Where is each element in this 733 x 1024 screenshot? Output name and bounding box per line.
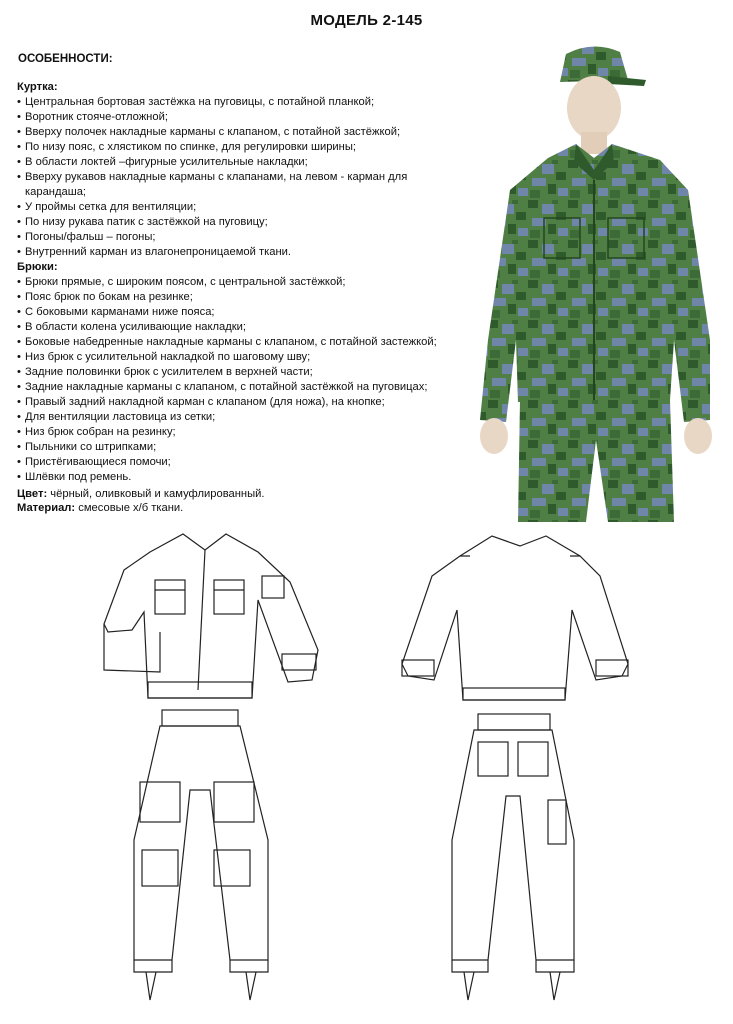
list-item: • Шлёвки под ремень. bbox=[17, 470, 467, 485]
list-item: • По низу пояс, с хлястиком по спинке, для регулировки ширины; bbox=[17, 140, 467, 155]
material-line bbox=[17, 501, 265, 515]
list-item: • В области колена усиливающие накладки; bbox=[17, 320, 467, 335]
list-item: • Пыльники со штрипками; bbox=[17, 440, 467, 455]
list-item: • Пояс брюк по бокам на резинке; bbox=[17, 290, 467, 305]
jacket-features bbox=[17, 95, 467, 260]
technical-drawings bbox=[0, 520, 733, 1024]
list-item: • Пристёгивающиеся помочи; bbox=[17, 455, 467, 470]
list-item: • С боковыми карманами ниже пояса; bbox=[17, 305, 467, 320]
list-item: • Погоны/фальш – погоны; bbox=[17, 230, 467, 245]
pants-heading: Брюки: bbox=[17, 261, 58, 273]
list-item: • Правый задний накладной карман с клапаном (для ножа), на кнопке; bbox=[17, 395, 467, 410]
material-label: Материал: bbox=[17, 502, 76, 514]
jacket-back-sketch bbox=[402, 536, 628, 700]
list-item: • Воротник стояче-отложной; bbox=[17, 110, 467, 125]
jacket-heading: Куртка: bbox=[17, 81, 58, 93]
list-item: • Низ брюк собран на резинку; bbox=[17, 425, 467, 440]
trousers-front-sketch bbox=[134, 710, 268, 1000]
list-item: • Задние половинки брюк с усилителем в верхней части; bbox=[17, 365, 467, 380]
material-value: смесовые х/б ткани. bbox=[75, 502, 184, 514]
features-heading: ОСОБЕННОСТИ: bbox=[18, 53, 113, 65]
list-item: • По низу рукава патик с застёжкой на пуговицу; bbox=[17, 215, 467, 230]
list-item: • Внутренний карман из влагонепроницаемой ткани. bbox=[17, 245, 467, 260]
list-item: • Низ брюк с усилительной накладкой по шаговому шву; bbox=[17, 350, 467, 365]
fabric-info bbox=[17, 487, 265, 515]
spec-list bbox=[17, 80, 467, 485]
list-item: • Вверху рукавов накладные карманы с клапанами, на левом - карман для карандаша; bbox=[17, 170, 445, 200]
pants-features bbox=[17, 275, 467, 485]
list-item: • Для вентиляции ластовица из сетки; bbox=[17, 410, 467, 425]
color-value: чёрный, оливковый и камуфлированный. bbox=[47, 488, 265, 500]
trousers-back-sketch bbox=[452, 714, 574, 1000]
color-line bbox=[17, 487, 265, 501]
list-item: • Боковые набедренные накладные карманы с клапаном, с потайной застежкой; bbox=[17, 335, 467, 350]
list-item: • Задние накладные карманы с клапаном, с потайной застёжкой на пуговицах; bbox=[17, 380, 467, 395]
list-item: • У проймы сетка для вентиляции; bbox=[17, 200, 467, 215]
jacket-front-sketch bbox=[104, 534, 318, 698]
color-label: Цвет: bbox=[17, 488, 48, 500]
list-item: • В области локтей –фигурные усилительные накладки; bbox=[17, 155, 467, 170]
mannequin-photo bbox=[448, 40, 723, 522]
list-item: • Брюки прямые, с широким поясом, с центральной застёжкой; bbox=[17, 275, 467, 290]
page-title: МОДЕЛЬ 2-145 bbox=[310, 12, 423, 29]
list-item: • Центральная бортовая застёжка на пуговицы, с потайной планкой; bbox=[17, 95, 467, 110]
list-item: • Вверху полочек накладные карманы с клапаном, с потайной застёжкой; bbox=[17, 125, 467, 140]
